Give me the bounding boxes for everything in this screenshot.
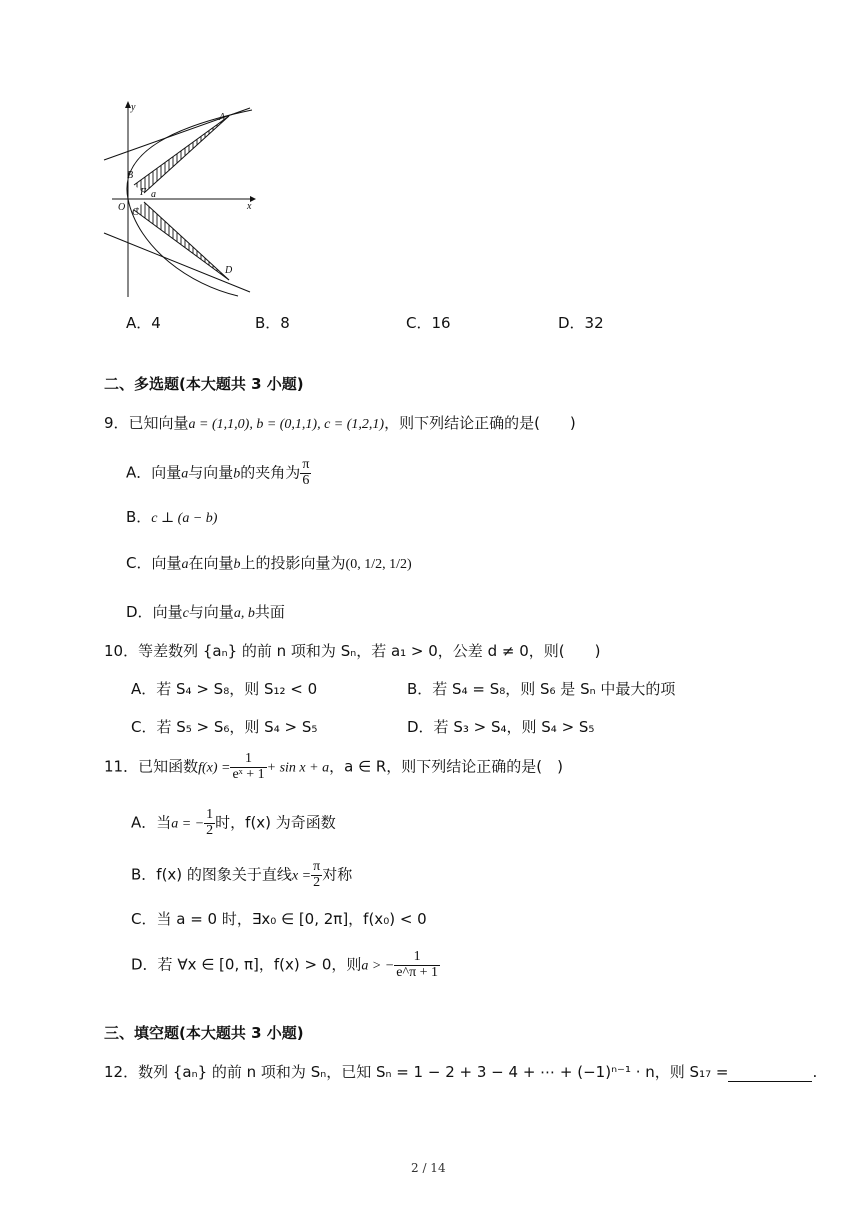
q9-a-vector2: b <box>233 466 241 482</box>
q9-a-text3: 的夹角为 <box>240 463 301 482</box>
q9-d-text3: 共面 <box>254 603 285 621</box>
q10-option-d: D．若 S₃ > S₄，则 S₄ > S₅ <box>407 718 595 736</box>
q11-d-lhs: a > − <box>361 958 395 974</box>
q9-option-c <box>126 552 412 573</box>
label-C: C <box>132 207 139 218</box>
q9-stem <box>104 412 576 433</box>
label-y: y <box>131 102 136 113</box>
q12-end: . <box>812 1063 818 1081</box>
q8-option-a: A．4 <box>126 314 161 332</box>
q11-b-fraction: $\frac{\pi}{2}$ <box>313 859 321 890</box>
q11-d-label: D．若 ∀x ∈ [0, π]，f(x) > 0，则 <box>131 955 362 974</box>
label-F: F <box>140 187 147 198</box>
q9-a-fraction: $\frac{\pi}{6}$ <box>302 457 310 488</box>
q9-vectors: a = (1,1,0), b = (0,1,1), c = (1,2,1) <box>188 417 385 432</box>
q11-fx: f(x) = <box>198 760 231 776</box>
parabola-figure <box>95 95 270 305</box>
q9-option-b <box>126 506 217 527</box>
q11-tail: + sin x + a <box>266 760 330 776</box>
q9-a-vector1: a <box>181 466 189 482</box>
q9-c-text1: 向量 <box>151 554 182 572</box>
q9-a-text1: 向量 <box>151 463 182 482</box>
page-number: 2 / 14 <box>411 1161 446 1175</box>
q9-c-text2: 在向量 <box>188 554 234 572</box>
q12-text: 12．数列 {aₙ} 的前 n 项和为 Sₙ，已知 Sₙ = 1 − 2 + 3 − 4 + ⋯ + (−1)ⁿ⁻¹ · n，则 S₁₇ = <box>104 1063 729 1081</box>
q9-d-vector1: c <box>182 606 189 621</box>
q11-fraction: $\frac{1}{\text{eˣ + 1}}$ <box>232 751 265 782</box>
q11-b-text1: f(x) 的图象关于直线 <box>156 865 292 884</box>
q9-d-vector2: a, b <box>233 606 255 621</box>
q8-option-d: D．32 <box>558 314 604 332</box>
q11-option-d <box>131 950 440 980</box>
q10-option-a: A．若 S₄ > S₈，则 S₁₂ < 0 <box>131 680 318 698</box>
segment-C-D <box>134 210 229 280</box>
q9-c-math: (0, 1/2, 1/2) <box>345 557 412 572</box>
q11-a-label: A．当 <box>131 813 172 832</box>
line-through-B-A <box>104 108 250 160</box>
label-a: a <box>151 189 156 200</box>
section-3-heading: 三、填空题(本大题共 3 小题) <box>104 1024 304 1042</box>
q11-option-a <box>131 808 336 838</box>
q12-answer-blank[interactable] <box>728 1067 812 1082</box>
label-B: B <box>127 170 134 181</box>
q9-a-label: A． <box>126 463 152 482</box>
upper-hatched-region <box>134 116 229 193</box>
q9-b-label: B． <box>126 508 152 526</box>
q11-b-lhs: x = <box>291 868 312 884</box>
q9-c-text3: 上的投影向量为 <box>240 554 346 572</box>
q9-d-text2: 与向量 <box>188 603 234 621</box>
q9-d-label: D． <box>126 603 153 621</box>
segment-B-A <box>134 116 229 185</box>
q11-b-label: B． <box>131 865 157 884</box>
q8-option-c: C．16 <box>406 314 451 332</box>
q9-stem-post: ，则下列结论正确的是( ) <box>384 414 576 432</box>
q11-a-fraction: $\frac{1}{2}$ <box>206 807 214 838</box>
q11-post: ，a ∈ R，则下列结论正确的是( ) <box>329 757 564 776</box>
q9-a-text2: 与向量 <box>188 463 234 482</box>
q9-c-vector2: b <box>233 557 241 572</box>
q10-stem: 10．等差数列 {aₙ} 的前 n 项和为 Sₙ，若 a₁ > 0，公差 d ≠ 0，则( ) <box>104 642 601 660</box>
q11-a-lhs: a = − <box>171 816 205 832</box>
q9-c-label: C． <box>126 554 152 572</box>
q10-option-b: B．若 S₄ = S₈，则 S₆ 是 Sₙ 中最大的项 <box>407 680 676 698</box>
label-A: A <box>219 112 226 123</box>
q9-c-vector1: a <box>181 557 189 572</box>
q9-b-math: c ⊥ (a − b) <box>151 511 218 526</box>
q11-option-c: C．当 a = 0 时，∃x₀ ∈ [0, 2π]，f(x₀) < 0 <box>131 910 427 928</box>
section-2-heading: 二、多选题(本大题共 3 小题) <box>104 375 304 393</box>
q11-pre: 11．已知函数 <box>104 757 199 776</box>
q11-b-rest: 对称 <box>322 865 353 884</box>
segment-D-F <box>144 202 229 280</box>
q9-option-a <box>126 458 311 488</box>
q11-stem <box>104 752 563 782</box>
q12-stem <box>104 1061 817 1082</box>
label-O: O <box>118 202 126 213</box>
segment-A-F <box>144 116 229 193</box>
q8-option-b: B．8 <box>255 314 290 332</box>
label-D: D <box>225 265 233 276</box>
q11-d-fraction: $\frac{1}{e\^{}\pi + 1}$ <box>396 949 439 980</box>
label-x: x <box>247 201 252 212</box>
q9-d-text1: 向量 <box>152 603 183 621</box>
q9-option-d <box>126 601 285 622</box>
q10-option-c: C．若 S₅ > S₆，则 S₄ > S₅ <box>131 718 318 736</box>
q9-stem-pre: 9．已知向量 <box>104 414 189 432</box>
q11-option-b <box>131 860 352 890</box>
q11-a-rest: 时，f(x) 为奇函数 <box>215 813 336 832</box>
